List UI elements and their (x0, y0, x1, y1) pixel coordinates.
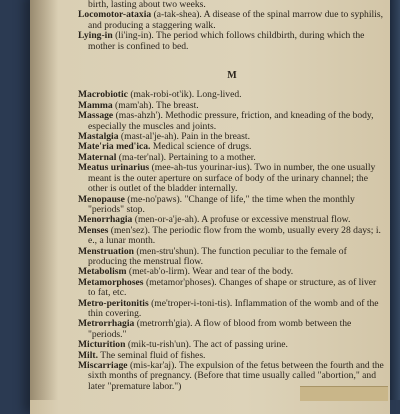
entry-headword: Menorrhagia (78, 214, 133, 226)
entry-definition: (a-tak-shea). A disease of the spinal marrow due to syphilis, and producing a staggering walk. (88, 9, 383, 31)
entry-headword: Maternal (78, 151, 117, 163)
entry-definition: (mak-robi-ot'ik). Long-lived. (127, 89, 242, 101)
entry-headword: Mate'ria med'ica. (78, 141, 151, 153)
entry-headword: Metamorphoses (78, 276, 144, 288)
entry-definition: (mis-kar'aj). The expulsion of the fetus between the fourth and the sixth months of pregnancy. (Before that time usually called "abortion," and later "premature labor.") (88, 360, 384, 392)
entry-definition: (li'ing-in). The period which follows childbirth, during which the mother is confined to bed. (88, 30, 365, 52)
glossary-entry (78, 319, 386, 340)
m-entries (78, 90, 386, 392)
entry-headword: Meatus urinarius (78, 162, 150, 174)
entry-headword: Metabolism (78, 266, 127, 278)
entry-definition: (ma-ter'nal). Pertaining to a mother. (116, 151, 256, 163)
entry-definition: Medical science of drugs. (150, 141, 252, 153)
book-edge (390, 0, 400, 400)
entry-headword: Menopause (78, 193, 125, 205)
page-marker (300, 386, 388, 401)
entry-definition: (metrorrh'gia). A flow of blood from womb between the "periods." (88, 318, 352, 340)
entry-headword: Macrobiotic (78, 89, 128, 101)
entry-definition: birth, lasting about two weeks. (88, 0, 206, 10)
glossary-text (78, 0, 386, 392)
glossary-entry (78, 278, 386, 299)
glossary-entry (78, 195, 386, 216)
glossary-entry (78, 163, 386, 194)
entry-headword: Micturition (78, 339, 126, 351)
entry-headword: Locomotor-ataxia (78, 9, 152, 21)
glossary-entry (78, 299, 386, 320)
glossary-entry (78, 31, 386, 52)
previous-entries (78, 0, 386, 52)
entry-definition: (mast-al'je-ah). Pain in the breast. (118, 131, 250, 143)
entry-definition: (men-or-a'je-ah). A profuse or excessive menstrual flow. (132, 214, 351, 226)
glossary-entry (78, 111, 386, 132)
entry-headword: Miscarriage (78, 360, 128, 371)
entry-definition: (met-ab'o-lirm). Wear and tear of the body. (126, 266, 294, 278)
entry-definition: The seminal fluid of fishes. (97, 349, 206, 361)
entry-headword: Milt. (78, 349, 98, 361)
entry-definition: (me'troper-i-toni-tis). Inflammation of the womb and of the thin covering. (88, 297, 379, 319)
entry-definition: (mik-tu-rish'un). The act of passing urine. (125, 339, 288, 351)
entry-definition: (mam'ah). The breast. (112, 99, 199, 111)
entry-headword: Metrorrhagia (78, 318, 135, 330)
entry-headword: Menses (78, 224, 109, 236)
entry-definition: (mas-ahzh'). Methodic pressure, friction, and kneading of the body, especially the muscles and joints. (88, 110, 374, 132)
entry-headword: Menstruation (78, 245, 134, 257)
entry-definition: (men'sez). The periodic flow from the womb, usually every 28 days; i. e., a lunar month. (88, 224, 381, 247)
entry-headword: Mastalgia (78, 131, 119, 143)
entry-definition: (me-no'paws). "Change of life," the time when the monthly "periods" stop. (88, 193, 355, 215)
glossary-entry (78, 247, 386, 268)
section-heading: M (227, 70, 237, 82)
glossary-entry (78, 10, 386, 31)
entry-headword: Massage (78, 110, 114, 122)
entry-definition: (mee-ah-tus yourinar-ius). Two in number, the one usually meant is the outer aperture on surface of body of the urinary channel; the other is outlet of the bladder internally. (88, 162, 376, 195)
entry-headword: Metro-peritonitis (78, 297, 149, 309)
entry-headword: Lying-in (78, 30, 113, 42)
glossary-entry (78, 226, 386, 247)
entry-definition: (men-stru'shun). The function peculiar to the female of producing the menstrual flow. (88, 245, 347, 267)
entry-definition: (metamor'phoses). Changes of shape or structure, as of liver to fat, etc. (88, 276, 377, 299)
entry-headword: Mamma (78, 99, 113, 111)
